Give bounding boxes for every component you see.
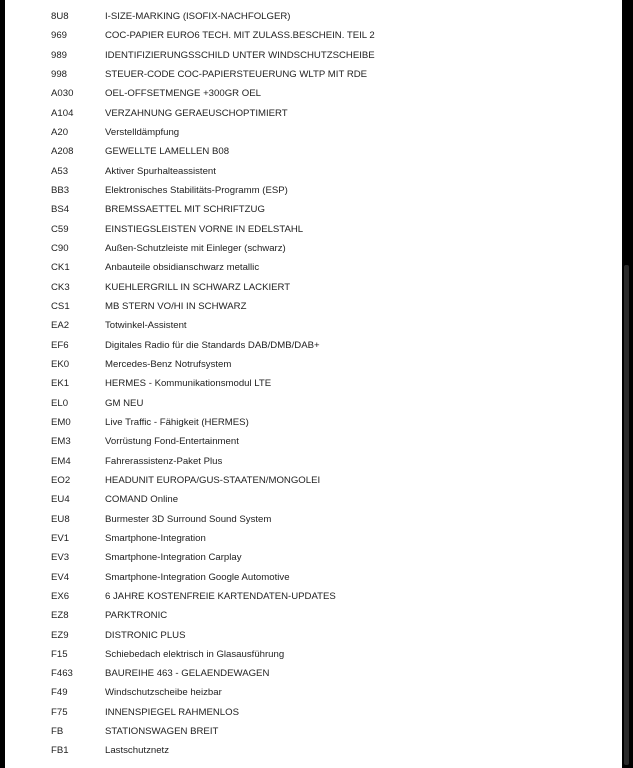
option-row bbox=[5, 181, 622, 200]
option-code: CS1 bbox=[51, 300, 70, 312]
option-description: I-SIZE-MARKING (ISOFIX-NACHFOLGER) bbox=[105, 11, 291, 22]
option-row bbox=[5, 490, 622, 509]
scrollbar-thumb[interactable] bbox=[624, 265, 629, 765]
option-code: A104 bbox=[51, 107, 74, 119]
option-description: Smartphone-Integration Google Automotive bbox=[105, 571, 290, 583]
option-row bbox=[5, 84, 622, 103]
option-row bbox=[5, 297, 622, 316]
option-row bbox=[5, 394, 622, 413]
option-description: Burmester 3D Surround Sound System bbox=[105, 513, 272, 525]
option-description: GM NEU bbox=[105, 397, 144, 409]
option-code: EZ9 bbox=[51, 629, 69, 641]
option-row bbox=[5, 703, 622, 722]
option-description: PARKTRONIC bbox=[105, 610, 168, 622]
option-description: OEL-OFFSETMENGE +300GR OEL bbox=[105, 88, 261, 100]
option-description: Verstelldämpfung bbox=[105, 126, 180, 138]
option-description: Mercedes-Benz Notrufsystem bbox=[105, 358, 232, 370]
option-row bbox=[5, 336, 622, 355]
option-row bbox=[5, 65, 622, 84]
option-row bbox=[5, 316, 622, 335]
option-code: 969 bbox=[51, 30, 68, 42]
option-code: F463 bbox=[51, 668, 73, 680]
option-code: F49 bbox=[51, 687, 68, 699]
option-code: FB bbox=[51, 726, 64, 738]
option-code: C59 bbox=[51, 223, 69, 235]
option-code: EA2 bbox=[51, 320, 70, 332]
option-code: EV3 bbox=[51, 552, 70, 564]
option-description: COC-PAPIER EURO6 TECH. MIT ZULASS.BESCHEIN. TEIL 2 bbox=[105, 30, 375, 42]
option-code: BB3 bbox=[51, 184, 70, 196]
option-code: BS4 bbox=[51, 204, 70, 216]
option-description: BREMSSAETTEL MIT SCHRIFTZUG bbox=[105, 204, 265, 216]
option-description: HEADUNIT EUROPA/GUS-STAATEN/MONGOLEI bbox=[105, 474, 321, 486]
option-code-list bbox=[5, 7, 622, 761]
option-row bbox=[5, 46, 622, 65]
option-row bbox=[5, 200, 622, 219]
option-description: Aktiver Spurhalteassistent bbox=[105, 165, 216, 177]
option-code: 989 bbox=[51, 49, 68, 61]
option-row bbox=[5, 741, 622, 760]
option-row bbox=[5, 432, 622, 451]
option-description: INNENSPIEGEL RAHMENLOS bbox=[105, 706, 239, 718]
option-row bbox=[5, 104, 622, 123]
option-code: EL0 bbox=[51, 397, 69, 409]
option-row bbox=[5, 239, 622, 258]
option-description: Smartphone-Integration bbox=[105, 532, 206, 544]
option-description: STEUER-CODE COC-PAPIERSTEUERUNG WLTP MIT RDE bbox=[105, 68, 368, 80]
option-code: EM4 bbox=[51, 455, 71, 467]
option-row bbox=[5, 7, 622, 26]
option-code: EX6 bbox=[51, 590, 70, 602]
option-description: Außen-Schutzleiste mit Einleger (schwarz) bbox=[105, 242, 286, 254]
option-code: EK1 bbox=[51, 378, 70, 390]
option-description: Fahrerassistenz-Paket Plus bbox=[105, 455, 223, 467]
option-code: CK1 bbox=[51, 262, 70, 274]
option-description: 6 JAHRE KOSTENFREIE KARTENDATEN-UPDATES bbox=[105, 590, 336, 602]
option-description: Lastschutznetz bbox=[105, 745, 169, 757]
option-description: Schiebedach elektrisch in Glasausführung bbox=[105, 648, 285, 660]
option-row bbox=[5, 355, 622, 374]
option-row bbox=[5, 683, 622, 702]
option-row bbox=[5, 548, 622, 567]
option-code: EK0 bbox=[51, 358, 70, 370]
option-code: EF6 bbox=[51, 339, 69, 351]
option-row bbox=[5, 142, 622, 161]
option-description: Smartphone-Integration Carplay bbox=[105, 552, 242, 564]
option-description: HERMES - Kommunikationsmodul LTE bbox=[105, 378, 272, 390]
option-code: EM3 bbox=[51, 436, 71, 448]
option-code: A53 bbox=[51, 165, 69, 177]
option-code: C90 bbox=[51, 242, 69, 254]
option-description: GEWELLTE LAMELLEN B08 bbox=[105, 146, 230, 158]
option-code: EV4 bbox=[51, 571, 70, 583]
option-description: DISTRONIC PLUS bbox=[105, 629, 186, 641]
option-description: Digitales Radio für die Standards DAB/DMB/DAB+ bbox=[105, 339, 320, 351]
option-code: 8U8 bbox=[51, 11, 69, 22]
option-row bbox=[5, 162, 622, 181]
option-row bbox=[5, 664, 622, 683]
option-description: Vorrüstung Fond-Entertainment bbox=[105, 436, 239, 448]
option-code: FB1 bbox=[51, 745, 69, 757]
option-row bbox=[5, 568, 622, 587]
option-code: A20 bbox=[51, 126, 69, 138]
option-code: EO2 bbox=[51, 474, 71, 486]
option-row bbox=[5, 645, 622, 664]
option-row bbox=[5, 529, 622, 548]
scrollbar[interactable] bbox=[622, 0, 633, 768]
option-code: EV1 bbox=[51, 532, 70, 544]
option-row bbox=[5, 471, 622, 490]
option-row bbox=[5, 413, 622, 432]
option-row bbox=[5, 26, 622, 45]
option-code: F15 bbox=[51, 648, 68, 660]
option-row bbox=[5, 278, 622, 297]
option-row bbox=[5, 587, 622, 606]
option-description: BAUREIHE 463 - GELAENDEWAGEN bbox=[105, 668, 270, 680]
option-code: EM0 bbox=[51, 416, 71, 428]
option-code: A208 bbox=[51, 146, 74, 158]
option-description: Live Traffic - Fähigkeit (HERMES) bbox=[105, 416, 249, 428]
option-row bbox=[5, 258, 622, 277]
option-code: F75 bbox=[51, 706, 68, 718]
option-code: CK3 bbox=[51, 281, 70, 293]
option-row bbox=[5, 220, 622, 239]
option-description: STATIONSWAGEN BREIT bbox=[105, 726, 219, 738]
option-description: VERZAHNUNG GERAEUSCHOPTIMIERT bbox=[105, 107, 288, 119]
option-description: COMAND Online bbox=[105, 494, 179, 506]
option-description: IDENTIFIZIERUNGSSCHILD UNTER WINDSCHUTZSCHEIBE bbox=[105, 49, 375, 61]
option-description: Anbauteile obsidianschwarz metallic bbox=[105, 262, 260, 274]
option-code: A030 bbox=[51, 88, 74, 100]
option-description: Totwinkel-Assistent bbox=[105, 320, 187, 332]
option-row bbox=[5, 510, 622, 529]
option-row bbox=[5, 452, 622, 471]
option-description: KUEHLERGRILL IN SCHWARZ LACKIERT bbox=[105, 281, 291, 293]
option-row bbox=[5, 374, 622, 393]
option-description: MB STERN VO/HI IN SCHWARZ bbox=[105, 300, 247, 312]
option-code: EZ8 bbox=[51, 610, 69, 622]
option-code: EU4 bbox=[51, 494, 70, 506]
option-row bbox=[5, 722, 622, 741]
option-description: Windschutzscheibe heizbar bbox=[105, 687, 222, 699]
option-row bbox=[5, 123, 622, 142]
option-row bbox=[5, 626, 622, 645]
option-row bbox=[5, 606, 622, 625]
option-code: EU8 bbox=[51, 513, 70, 525]
option-description: Elektronisches Stabilitäts-Programm (ESP) bbox=[105, 184, 288, 196]
option-description: EINSTIEGSLEISTEN VORNE IN EDELSTAHL bbox=[105, 223, 304, 235]
option-code: 998 bbox=[51, 68, 68, 80]
document-page bbox=[5, 0, 622, 768]
